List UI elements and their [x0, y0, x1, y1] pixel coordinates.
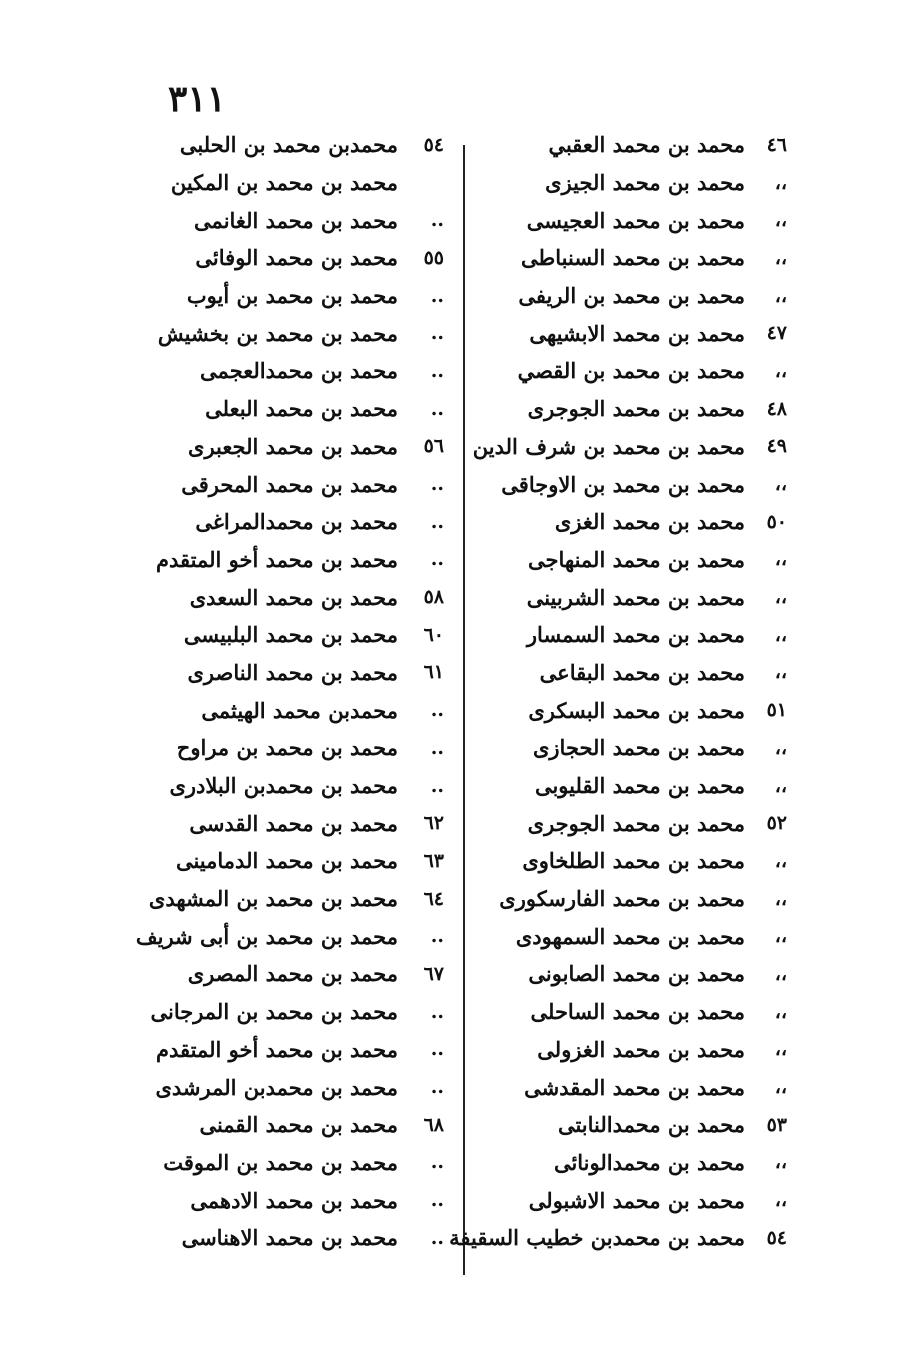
entry-number: ٤٦	[766, 133, 787, 156]
entry-number: ،،	[774, 1000, 787, 1023]
entry-number: ..	[430, 736, 444, 759]
entry-number: ،،	[774, 925, 787, 948]
entry-name: محمد بن محمدبن البلادرى	[169, 773, 398, 799]
entry-number: ..	[430, 359, 444, 382]
entry-name: محمد بن محمد العقبي	[548, 132, 745, 158]
entry-row	[487, 1031, 787, 1069]
entry-name: محمد بن محمد بن المكين	[170, 170, 398, 196]
entry-name: محمد بن محمد بن الموقت	[163, 1149, 398, 1175]
entry-row	[487, 1106, 787, 1144]
entry-name: محمد بن محمد الجوجرى	[527, 396, 745, 422]
entry-row	[134, 465, 444, 503]
entry-number: ،،	[774, 774, 787, 797]
entry-number: ..	[430, 1226, 444, 1249]
entry-row	[134, 616, 444, 654]
entry-number: ..	[430, 1000, 444, 1023]
entry-number: ،،	[774, 1189, 787, 1212]
entry-name: محمد بن محمد بن بخشيش	[157, 320, 398, 346]
entry-name: محمد بن محمد السعدى	[189, 584, 398, 610]
entry-name: محمد بن محمد الغزولى	[537, 1036, 745, 1062]
entry-row	[487, 164, 787, 202]
entry-number: ٤٧	[766, 322, 787, 345]
entry-number: ..	[430, 284, 444, 307]
entry-name: محمد بن محمد الناصرى	[187, 659, 398, 685]
entry-row	[134, 767, 444, 805]
entry-name: محمد بن محمدبن المرشدى	[155, 1074, 398, 1100]
entry-number: ،،	[774, 623, 787, 646]
entry-row	[134, 1031, 444, 1069]
entry-name: محمد بن محمد السمهودى	[515, 923, 745, 949]
entry-name: محمد بن محمد بن شرف الدين	[472, 433, 745, 459]
entry-name: محمد بن محمد القليوبى	[534, 773, 745, 799]
entry-name: محمد بن محمد الاشبولى	[528, 1187, 745, 1213]
entry-name: محمد بن محمد بن مراوح	[176, 735, 398, 761]
entry-name: محمد بن محمد الغانمى	[194, 207, 398, 233]
entry-row	[449, 1219, 787, 1257]
entry-name: محمد بن محمد بن المرجانى	[150, 999, 398, 1025]
entry-row	[487, 239, 787, 277]
entry-row	[487, 277, 787, 315]
entry-number: ،،	[774, 887, 787, 910]
entry-row	[134, 842, 444, 880]
entry-name: محمد بن محمدالنابتى	[557, 1112, 745, 1138]
entry-number: ٥٤	[423, 133, 444, 156]
entry-number: ،،	[774, 1038, 787, 1061]
entry-name: محمد بن محمد بن الاوجاقى	[501, 471, 745, 497]
entry-row	[487, 578, 787, 616]
entry-name: محمد بن محمد المنهاجى	[528, 546, 745, 572]
entry-number: ٥٥	[423, 246, 444, 269]
entry-name: محمد بن محمد الساحلى	[530, 999, 745, 1025]
entry-name: محمد بن محمد السنباطى	[521, 245, 745, 271]
entry-number: ،،	[774, 359, 787, 382]
entry-number: ..	[430, 1076, 444, 1099]
entry-number: ،،	[774, 171, 787, 194]
entry-row	[134, 428, 444, 466]
entry-number: ،،	[774, 1076, 787, 1099]
entry-row	[134, 314, 444, 352]
entry-name: محمد بن محمد البلبيسى	[183, 622, 398, 648]
entry-name: محمد بن محمد البعلى	[205, 396, 398, 422]
entry-row	[134, 729, 444, 767]
entry-name: محمد بن محمد المحرقى	[181, 471, 398, 497]
entry-row	[487, 541, 787, 579]
entry-name: محمد بن محمد الفارسكورى	[499, 886, 745, 912]
entry-number: ،،	[774, 1151, 787, 1174]
entry-row	[487, 804, 787, 842]
entry-row	[134, 955, 444, 993]
entry-row	[487, 691, 787, 729]
entry-row	[487, 352, 787, 390]
entry-number: ٥١	[766, 699, 787, 722]
entry-number: ٤٨	[766, 397, 787, 420]
entry-row	[487, 201, 787, 239]
entry-number: ،،	[774, 548, 787, 571]
entry-number: ..	[430, 322, 444, 345]
entry-name: محمد بن محمد السمسار	[526, 622, 745, 648]
entry-name: محمد بن محمد الجعبرى	[188, 433, 398, 459]
entry-row	[134, 654, 444, 692]
entry-row	[487, 955, 787, 993]
entry-row	[134, 1068, 444, 1106]
entry-name: محمد بن محمد بن أيوب	[186, 283, 398, 309]
entry-name: محمد بن محمد المقدشى	[524, 1074, 745, 1100]
column-divider	[463, 145, 465, 1275]
entry-number: ،،	[774, 736, 787, 759]
entry-name: محمد بن محمد الادهمى	[190, 1187, 398, 1213]
entry-name: محمد بن محمد بن القصي	[517, 358, 745, 384]
entry-number: ٦٣	[423, 849, 444, 872]
entry-name: محمدبن محمد بن الحلبى	[179, 132, 398, 158]
entry-number: ..	[430, 473, 444, 496]
entry-number: ..	[430, 699, 444, 722]
entry-number: ٦١	[423, 661, 444, 684]
entry-row	[134, 1181, 444, 1219]
entry-name: محمد بن محمدالعجمى	[200, 358, 398, 384]
entry-row	[134, 503, 444, 541]
entry-number: ،،	[774, 849, 787, 872]
entry-name: محمد بن محمد الغزى	[554, 509, 745, 535]
entry-row	[487, 842, 787, 880]
entry-number: ٦٧	[423, 962, 444, 985]
entry-number: ٥٤	[766, 1226, 787, 1249]
entry-number: ٦٨	[423, 1113, 444, 1136]
entry-number: ..	[430, 209, 444, 232]
entry-name: محمد بن محمد الدمامينى	[175, 848, 398, 874]
entry-name: محمد بن محمد البسكرى	[528, 697, 745, 723]
entry-number: ..	[430, 1038, 444, 1061]
entry-number: ،،	[774, 661, 787, 684]
entry-number: ..	[430, 925, 444, 948]
entry-number: ،،	[774, 284, 787, 307]
entry-row	[472, 428, 787, 466]
entry-number: ٥٢	[766, 812, 787, 835]
entry-row	[134, 691, 444, 729]
entry-row	[487, 314, 787, 352]
entry-row	[134, 277, 444, 315]
entry-number: ٥٦	[423, 435, 444, 458]
entry-number: ٥٣	[766, 1113, 787, 1136]
entry-name: محمد بن محمد المصرى	[187, 961, 398, 987]
left-column	[134, 126, 444, 1257]
entry-name: محمد بن محمد الابشيهى	[529, 320, 745, 346]
right-column	[449, 126, 787, 1257]
entry-row	[134, 541, 444, 579]
entry-row	[487, 1181, 787, 1219]
entry-name: محمد بن محمد العجيسى	[526, 207, 745, 233]
entry-row	[134, 352, 444, 390]
entry-number: ٦٢	[423, 812, 444, 835]
entry-number: ..	[430, 1189, 444, 1212]
entry-number: ..	[430, 510, 444, 533]
entry-row	[134, 1219, 444, 1257]
entry-number: ..	[430, 1151, 444, 1174]
entry-row	[134, 201, 444, 239]
entry-row	[134, 880, 444, 918]
entry-row	[487, 880, 787, 918]
entry-row	[487, 390, 787, 428]
entry-name: محمد بن محمد بن الريفى	[518, 283, 745, 309]
entry-number: ،،	[774, 962, 787, 985]
entry-row	[487, 917, 787, 955]
entry-number: ٦٤	[423, 887, 444, 910]
entry-name: محمد بن محمد القدسى	[189, 810, 398, 836]
entry-name: محمد بن محمد الحجازى	[532, 735, 745, 761]
entry-row	[134, 578, 444, 616]
entry-row	[134, 164, 444, 202]
entry-row	[134, 804, 444, 842]
entry-row	[487, 993, 787, 1031]
entry-row	[487, 126, 787, 164]
entry-row	[487, 767, 787, 805]
entry-row	[487, 465, 787, 503]
entry-number: ،،	[774, 586, 787, 609]
entry-row	[487, 729, 787, 767]
entry-name: محمد بن محمد الجوجرى	[527, 810, 745, 836]
entry-number: ٤٩	[766, 435, 787, 458]
entry-name: محمد بن محمدالمراغى	[195, 509, 398, 535]
entry-row	[134, 126, 444, 164]
entry-row	[134, 1106, 444, 1144]
entry-name: محمد بن محمد البقاعى	[539, 659, 745, 685]
entry-row	[134, 390, 444, 428]
entry-name: محمد بن محمد الوفائى	[195, 245, 398, 271]
entry-name: محمد بن محمد القمنى	[199, 1112, 398, 1138]
entry-row	[134, 993, 444, 1031]
entry-number: ..	[430, 774, 444, 797]
entry-number: ٦٠	[423, 623, 444, 646]
entry-name: محمد بن محمد الطلخاوى	[522, 848, 745, 874]
entry-row	[487, 1068, 787, 1106]
entry-number: ..	[430, 548, 444, 571]
entry-name: محمد بن محمد الاهناسى	[181, 1225, 398, 1251]
entry-row	[487, 503, 787, 541]
entry-name: محمد بن محمد الشربينى	[526, 584, 745, 610]
entry-row	[134, 239, 444, 277]
entry-number: ..	[430, 397, 444, 420]
entry-name: محمد بن محمد أخو المتقدم	[155, 1036, 398, 1062]
entry-name: محمد بن محمدالونائى	[553, 1149, 745, 1175]
entry-row	[134, 917, 444, 955]
entry-row	[134, 1144, 444, 1182]
entry-number: ،،	[774, 473, 787, 496]
page-number: ٣١١	[168, 78, 227, 120]
entry-row	[487, 654, 787, 692]
entry-name: محمد بن محمدبن خطيب السقيفة	[449, 1225, 745, 1251]
entry-row	[487, 616, 787, 654]
entry-name: محمد بن محمد أخو المتقدم	[155, 546, 398, 572]
entry-number: ،،	[774, 209, 787, 232]
entry-name: محمد بن محمد الصابونى	[528, 961, 745, 987]
entry-name: محمدبن محمد الهيثمى	[201, 697, 398, 723]
entry-number: ٥٠	[766, 510, 787, 533]
entry-name: محمد بن محمد بن المشهدى	[148, 886, 398, 912]
entry-number: ،،	[774, 246, 787, 269]
entry-name: محمد بن محمد بن أبى شريف	[135, 923, 398, 949]
entry-name: محمد بن محمد الجيزى	[545, 170, 745, 196]
entry-row	[487, 1144, 787, 1182]
entry-number: ٥٨	[423, 586, 444, 609]
